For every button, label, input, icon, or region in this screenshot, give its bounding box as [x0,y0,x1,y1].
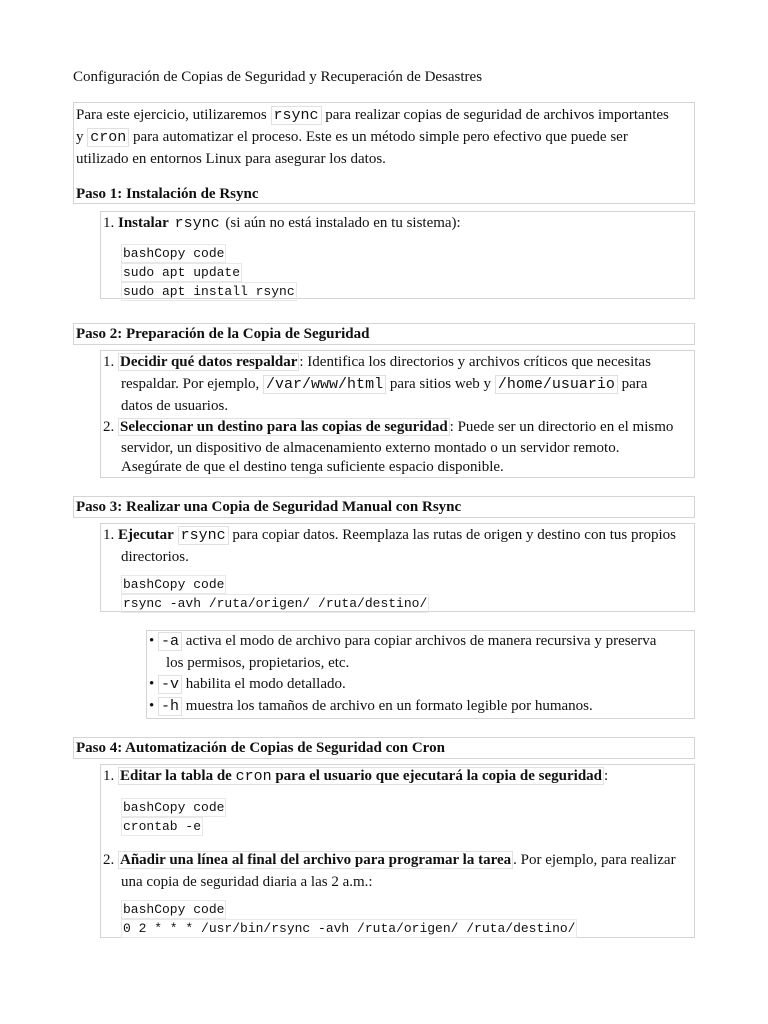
step3-item-1: 1. Ejecutar rsync para copiar datos. Reemplaza las rutas de origen y destino con tus propios [103,527,676,544]
bullet-icon: • [149,676,155,692]
inline-code-flag: -a [158,632,182,651]
intro-line-2: y cron para automatizar el proceso. Este es un método simple pero efectivo que puede ser [76,129,628,146]
option-v: • -v habilita el modo detallado. [149,676,346,693]
step2-list [100,350,695,478]
step2-item-2: 2. Seleccionar un destino para las copias de seguridad : Puede ser un directorio en el mismo [103,419,674,435]
intro-section [73,102,695,204]
inline-code-rsync: rsync [271,106,322,125]
option-h: • -h muestra los tamaños de archivo en un formato legible por humanos. [149,698,593,715]
inline-code-cron: cron [235,768,272,785]
document-title: Configuración de Copias de Seguridad y Recuperación de Desastres [73,69,483,85]
step1-list [100,211,695,299]
code-block-rsync [121,575,429,613]
option-a-line-2: los permisos, propietarios, etc. [166,655,350,671]
step2-item-1: 1. Decidir qué datos respaldar : Identifica los directorios y archivos críticos que necesitas [103,354,651,370]
code-line: sudo apt install rsync [123,284,295,299]
code-block-crontab [121,798,226,836]
step2-item-2-line-2: servidor, un dispositivo de almacenamiento externo montado o un servidor remoto. [121,440,620,456]
code-line: 0 2 * * * /usr/bin/rsync -avh /ruta/origen/ /ruta/destino/ [123,921,576,936]
intro-line-3: utilizado en entornos Linux para asegurar los datos. [76,151,386,167]
step3-list [100,523,695,612]
code-block-cron-entry [121,900,577,938]
code-language-label: bashCopy code [123,246,225,261]
step3-item-1-line-2: directorios. [121,549,189,565]
step4-item-2: 2. Añadir una línea al final del archivo para programar la tarea . Por ejemplo, para realizar [103,852,676,868]
inline-code-path: /var/www/html [263,375,386,394]
step2-item-1-line-3: datos de usuarios. [121,398,229,414]
step4-item-2-line-2: una copia de seguridad diaria a las 2 a.m.: [121,874,373,890]
bullet-icon: • [149,698,155,714]
bullet-icon: • [149,633,155,649]
code-language-label: bashCopy code [123,577,225,592]
inline-code-path: /home/usuario [495,375,618,394]
rsync-options-list [146,630,695,719]
step2-item-1-line-2: respaldar. Por ejemplo, /var/www/html para sitios web y /home/usuario para [121,376,648,393]
inline-code-flag: -v [158,675,182,694]
inline-code-rsync: rsync [178,526,229,545]
step3-heading: Paso 3: Realizar una Copia de Seguridad Manual con Rsync [73,496,695,518]
option-a: • -a activa el modo de archivo para copiar archivos de manera recursiva y preserva [149,633,657,650]
step4-list [100,764,695,938]
step4-heading: Paso 4: Automatización de Copias de Seguridad con Cron [73,737,695,759]
step2-heading: Paso 2: Preparación de la Copia de Seguridad [73,323,695,345]
code-block-install [121,244,297,301]
inline-code-cron: cron [87,128,129,147]
step4-item-1: 1. Editar la tabla de cron para el usuario que ejecutará la copia de seguridad : [103,768,609,785]
step1-heading: Paso 1: Instalación de Rsync [76,186,259,202]
code-language-label: bashCopy code [123,902,225,917]
intro-line-1: Para este ejercicio, utilizaremos rsync para realizar copias de seguridad de archivos importantes [76,107,669,124]
inline-code-flag: -h [158,697,182,716]
code-language-label: bashCopy code [123,800,225,815]
code-line: crontab -e [123,819,202,834]
step2-item-2-line-3: Asegúrate de que el destino tenga suficiente espacio disponible. [121,459,504,475]
code-line: rsync -avh /ruta/origen/ /ruta/destino/ [123,596,428,611]
inline-code-rsync: rsync [174,215,220,232]
step1-item: 1. Instalar rsync (si aún no está instalado en tu sistema): [103,215,461,232]
code-line: sudo apt update [123,265,241,280]
